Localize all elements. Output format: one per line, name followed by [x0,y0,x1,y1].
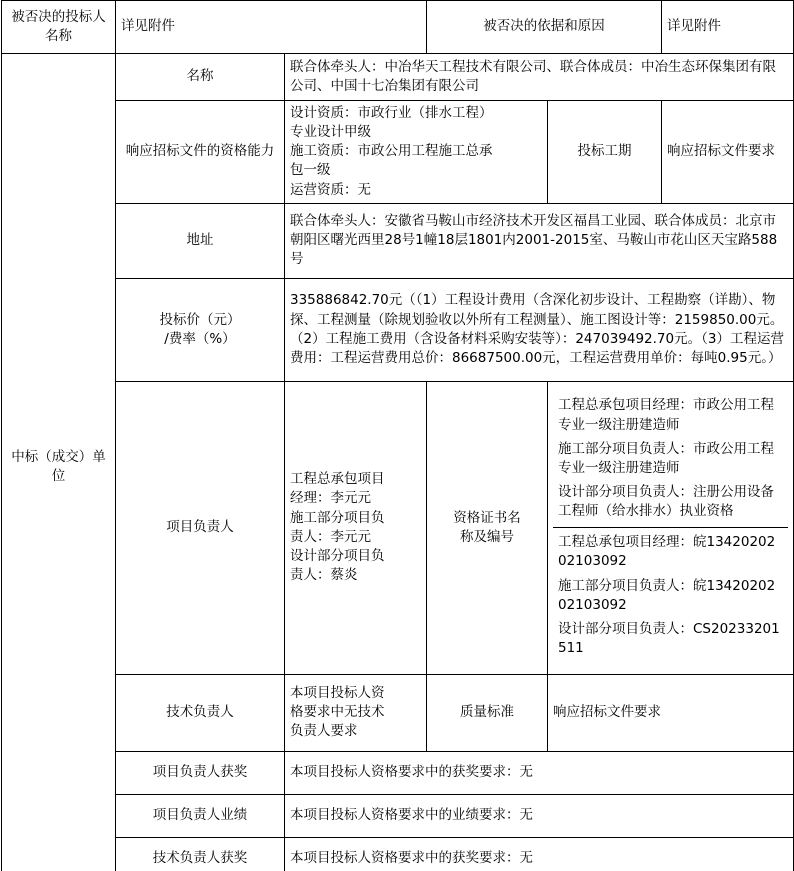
certificate-detail-cell [548,381,794,674]
project-manager-label: 项目负责人 [116,381,285,674]
table-row-address [2,203,794,278]
name-value: 联合体牵头人：中冶华天工程技术有限公司、联合体成员：中冶生态环保集团有限公司、中国十七冶集团有限公司 [285,54,794,101]
technical-lead-label: 技术负责人 [116,674,285,751]
rejection-reason-value: 详见附件 [662,1,794,54]
qualification-line-2: 专业设计甲级 [290,124,371,141]
quality-standard-value: 响应招标文件要求 [548,674,794,751]
technical-lead-value [285,674,427,751]
table-row-pm-award [2,751,794,794]
table-row-name [2,54,794,101]
certificate-name-1: 工程总承包项目经理：市政公用工程专业一级注册建造师 [558,397,774,433]
bid-price-label-line-2: /费率（%） [164,330,236,347]
table-row-bid-price [2,278,794,381]
qualification-line-3: 施工资质：市政公用工程施工总承 [290,143,493,160]
bid-price-label [116,278,285,381]
winner-unit-label: 中标（成交）单位 [2,54,116,871]
bid-price-value: 335886842.70元（（1）工程设计费用（含深化初步设计、工程勘察（详勘）、物探、工程测量（除规划验收以外所有工程测量）、施工图设计等：2159850.00元。（2）工程施工费用（含设备材料采购安装等）：247039492.70元。（3）工程运营费用：工程运营费用总价：86687500.00元，工程运营费用单价：每吨0.95元。） [285,278,794,381]
tech-award-label: 技术负责人获奖 [116,837,285,871]
rejected-bidder-label: 被否决的投标人名称 [2,1,116,54]
rejected-bidder-value: 详见附件 [116,1,427,54]
certificate-names-cell [553,391,788,527]
table-row-rejected-bidder [2,1,794,54]
certificate-label-line-2: 称及编号 [460,528,514,545]
technical-lead-line-3: 负责人要求 [290,723,358,740]
table-row-tech-award [2,837,794,871]
table-row-project-manager [2,381,794,674]
certificate-number-1: 工程总承包项目经理：皖1342020202103092 [558,534,776,570]
certificate-number-2: 施工部分项目负责人：皖1342020202103092 [558,577,776,613]
pm-line-3: 施工部分项目负 [290,509,385,526]
table-row-technical-lead [2,674,794,751]
certificate-name-2: 施工部分项目负责人：市政公用工程专业一级注册建造师 [558,440,774,476]
pm-line-1: 工程总承包项目 [290,471,385,488]
pm-award-label: 项目负责人获奖 [116,751,285,794]
qualification-value [285,101,548,204]
qualification-line-1: 设计资质：市政行业（排水工程） [290,105,493,121]
table-row-qualification [2,101,794,204]
bid-result-table [1,0,794,871]
pm-award-value: 本项目投标人资格要求中的获奖要求：无 [285,751,794,794]
project-manager-value [285,381,427,674]
certificate-names-row [553,391,788,527]
certificate-name-3: 设计部分项目负责人：注册公用设备工程师（给水排水）执业资格 [558,483,774,520]
bid-price-label-line-1: 投标价（元） [159,311,241,328]
qualification-line-4: 包一级 [290,162,331,179]
certificate-numbers-cell [553,528,788,664]
qualification-label: 响应招标文件的资格能力 [116,101,285,204]
quality-standard-label: 质量标准 [427,674,548,751]
pm-performance-label: 项目负责人业绩 [116,794,285,837]
rejection-reason-label: 被否决的依据和原因 [427,1,662,54]
pm-line-6: 责人：蔡炎 [290,567,358,584]
tech-award-value: 本项目投标人资格要求中的获奖要求：无 [285,837,794,871]
certificate-label [427,381,548,674]
pm-performance-value: 本项目投标人资格要求中的业绩要求：无 [285,794,794,837]
name-label: 名称 [116,54,285,101]
technical-lead-line-1: 本项目投标人资 [290,685,385,702]
certificate-number-3: 设计部分项目负责人：CS20233201511 [558,620,780,657]
table-row-pm-performance [2,794,794,837]
qualification-line-5: 运营资质：无 [290,181,371,198]
certificate-numbers-row [553,528,788,664]
bid-period-label: 投标工期 [548,101,662,204]
technical-lead-line-2: 格要求中无技术 [290,704,385,721]
pm-line-4: 责人：李元元 [290,528,371,545]
pm-line-2: 经理：李元元 [290,490,371,507]
address-value: 联合体牵头人：安徽省马鞍山市经济技术开发区福昌工业园、联合体成员：北京市朝阳区曙光西里28号1幢18层1801内2001-2015室、马鞍山市花山区天宝路588号 [285,203,794,278]
certificate-label-line-1: 资格证书名 [453,509,521,526]
address-label: 地址 [116,203,285,278]
pm-line-5: 设计部分项目负 [290,547,385,564]
bid-period-value: 响应招标文件要求 [662,101,794,204]
certificate-sub-table [553,391,788,664]
